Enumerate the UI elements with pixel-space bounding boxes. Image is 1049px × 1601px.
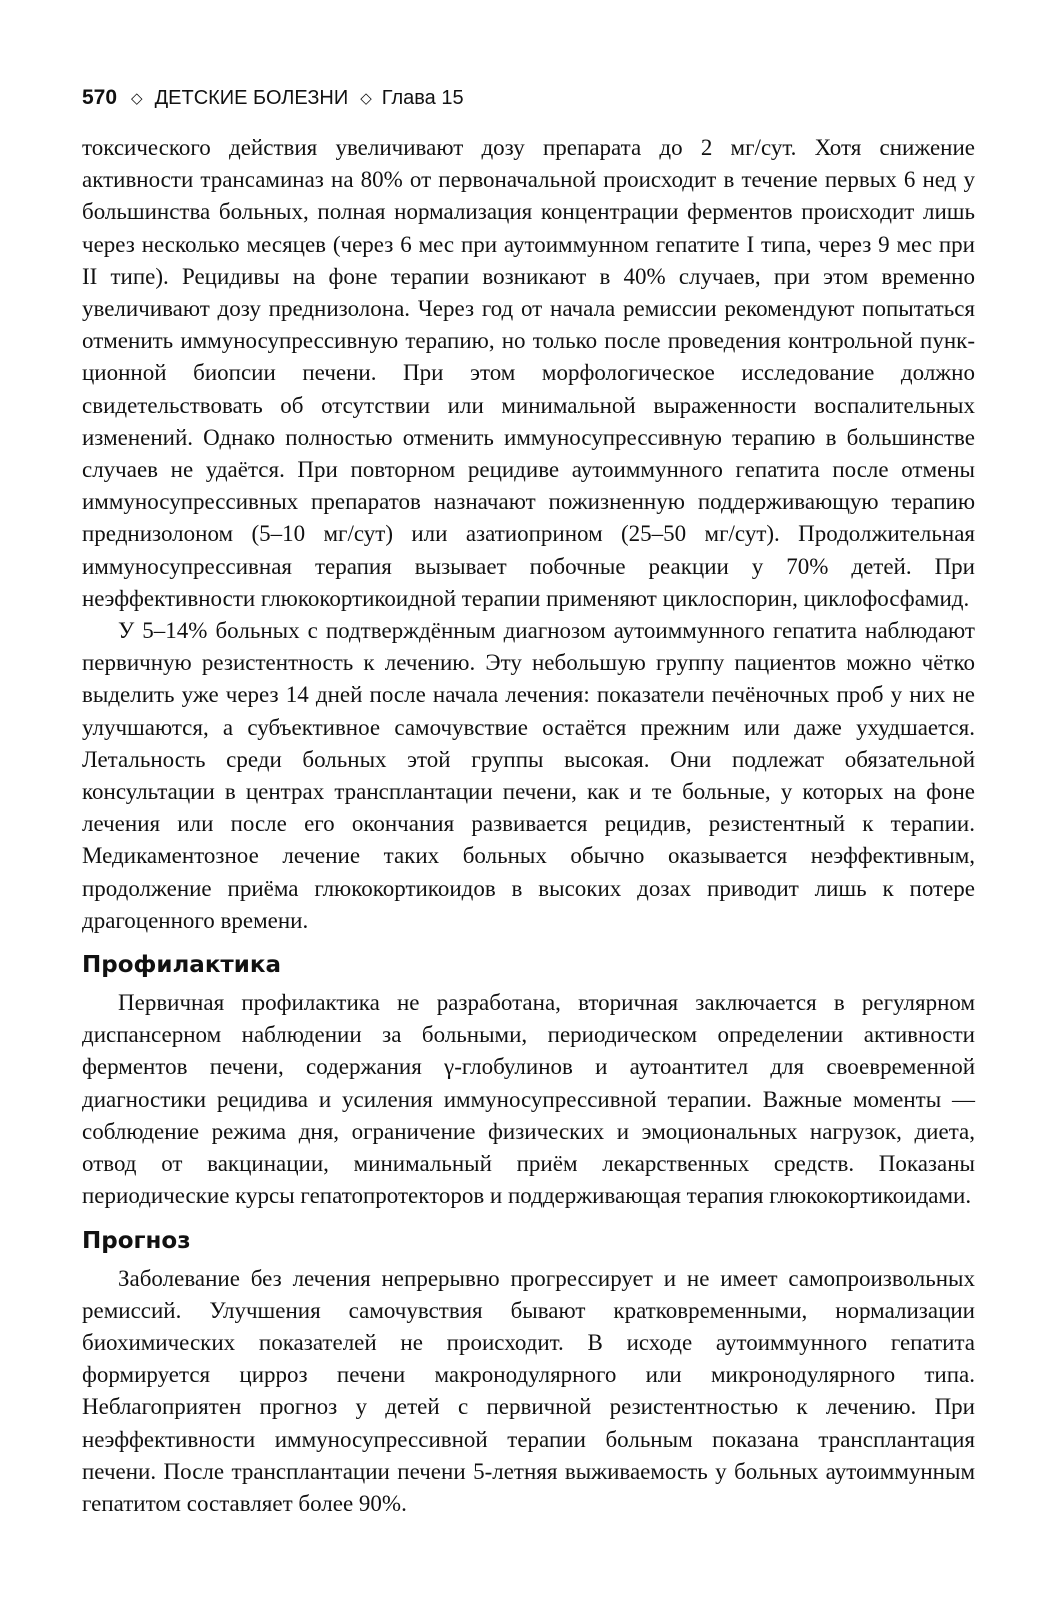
section-heading-prognosis: Прогноз <box>82 1227 191 1254</box>
book-title: ДЕТСКИЕ БОЛЕЗНИ <box>154 87 349 109</box>
paragraph-continuation: токсического действия увеличивают дозу препарата до 2 мг/сут. Хотя снижение активности трансаминаз на 80% от первоначальной происходит в течение первых 6 нед у большинства больных, полная нормализация концентрации ферментов происходит лишь через несколько месяцев (через 6 мес при аутоиммунном гепатите I типа, через 9 мес при II типе). Рецидивы на фоне терапии возникают в 40% случаев, при этом временно увеличивают дозу преднизолона. Через год от начала ремиссии рекомендуют попытаться отменить иммуносупрессивную терапию, но только после проведения контрольной пункционной биопсии печени. При этом морфологическое исследование должно свидетельствовать об отсутствии или минимальной выраженности воспалительных изменений. Однако полностью отменить иммуносупрессивную терапию в большинстве случаев не удаётся. При повторном рецидиве аутоиммунного гепатита после отмены иммуносупрессивных препаратов назначают пожизненную поддерживающую терапию преднизолоном (5–10 мг/сут) или азатиоприном (25–50 мг/сут). Продолжительная иммуносупрессивная терапия вызывает побочные реакции у 70% детей. При неэффективности глюкокортикоидной терапии применяют циклоспорин, циклофосфамид. <box>82 135 975 611</box>
diamond-icon: ◇ <box>360 90 372 107</box>
diamond-icon: ◇ <box>131 90 143 107</box>
chapter-label: Глава 15 <box>381 87 464 109</box>
paragraph-prognosis: Заболевание без лечения непрерывно прогрессирует и не имеет самопроизвольных ремиссий. Улучшения самочувствия бывают кратковременными, нормализации биохимических показателей не происходит. В исходе аутоиммунного гепатита формируется цирроз печени макронодулярного или микронодулярного типа. Неблагоприятен прогноз у детей с первичной резистентностью к лечению. При неэффективности иммуносупрессивной терапии больным показана трансплантация печени. После трансплантации печени 5-летняя выживаемость у больных аутоиммунным гепатитом составляет более 90%. <box>82 1265 975 1516</box>
running-header <box>82 78 975 118</box>
paragraph-prophylaxis: Первичная профилактика не разработана, вторичная заключается в регулярном диспансерном наблюдении за больными, периодическом определении активности ферментов печени, содержания γ-глобулинов и аутоантител для своевременной диагностики рецидива и усиления иммуносупрессивной терапии. Важные моменты — соблюдение режима дня, ограничение физических и эмоциональных нагрузок, диета, отвод от вакцинации, минимальный приём лекарственных средств. Показаны периодические курсы гепатопротекторов и поддерживающая терапия глюкокортикоидами. <box>82 990 975 1209</box>
section-heading-prophylaxis: Профилактика <box>82 952 282 979</box>
page-number: 570 <box>82 86 118 109</box>
book-page <box>82 78 975 1520</box>
paragraph-primary-resistance: У 5–14% больных с подтверждённым диагнозом аутоиммунного гепатита наблюдают первичную резистентность к лечению. Эту небольшую группу пациентов можно чётко выделить уже через 14 дней после начала лечения: показатели печёночных проб у них не улучшаются, а субъективное самочувствие остаётся прежним или даже ухудшается. Летальность среди больных этой группы высокая. Они подлежат обязательной консультации в центрах трансплантации печени, как и те больные, у которых на фоне лечения или после его окончания развивается рецидив, резистентный к терапии. Медикаментозное лечение таких больных обычно оказывается неэффективным, продолжение приёма глюкокортикоидов в высоких дозах приводит лишь к потере драгоценного времени. <box>82 618 975 933</box>
